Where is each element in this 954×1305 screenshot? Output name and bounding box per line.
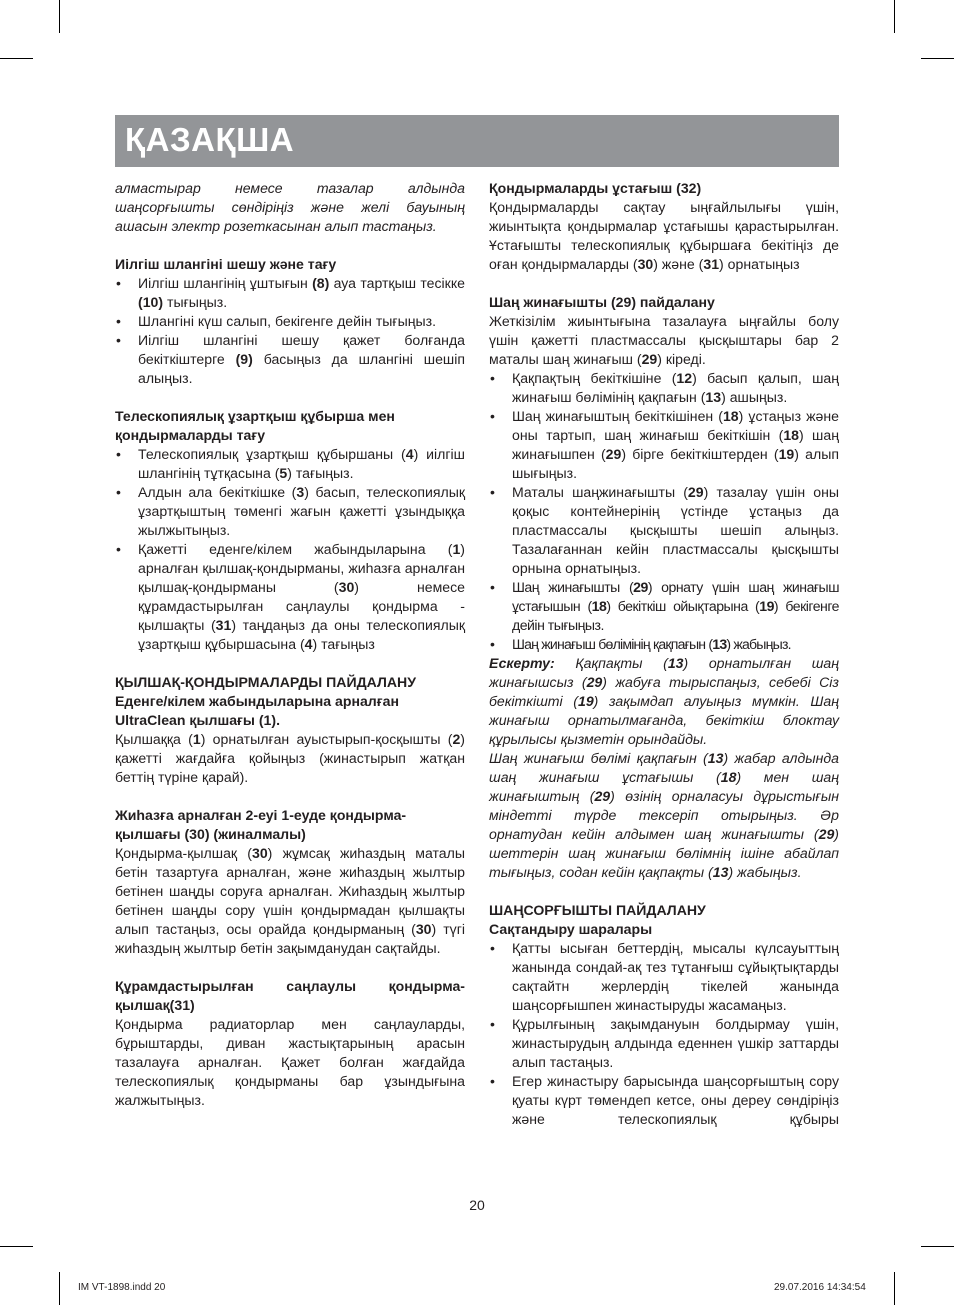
text-run: Шаң жинағыш бөлімі қақпағын ( <box>489 750 708 766</box>
text-run: Қатты ысыған беттердің, мысалы күлсауыттың жанында сондай-ақ тез тұтанғыш сұйықтықтарды сақтайтн жерлердің тікелей жанында шаңсорғышпен жинастыруды жасамаңыз. <box>512 940 839 1013</box>
list-item-text <box>138 275 465 310</box>
list-item-text <box>138 446 465 481</box>
crop-mark <box>921 58 954 59</box>
bullet-icon: • <box>116 332 121 348</box>
section-heading: Құрамдастырылған саңлаулы қондырма- <box>115 978 465 994</box>
text-run: ) иілгіш шлангінің тұтқасына ( <box>138 446 465 481</box>
bold-text-run: 19 <box>778 446 795 462</box>
bold-text-run: 29 <box>687 484 704 500</box>
section-heading: Қондырмаларды ұстағыш (32) <box>489 180 702 196</box>
text-run: алмастырар немесе тазалар алдында шаңсорғышты сөндіріңіз және желі бауының ашасын электр розеткасынан алып тастаңыз. <box>115 180 465 234</box>
bullet-icon: • <box>490 408 495 424</box>
bold-text-run: 29 <box>594 788 611 804</box>
intro-paragraph <box>115 179 465 236</box>
bold-text-run: 19 <box>577 693 594 709</box>
text-run: ) қажетті жағдайға қойыңыз (жинастырып жатқан беттің түріне қарай). <box>115 731 465 785</box>
bullet-icon: • <box>116 446 121 462</box>
list-item <box>489 369 839 407</box>
bullet-icon: • <box>116 541 121 557</box>
bold-text-run: Ескерту: <box>489 655 555 671</box>
bold-text-run: 18 <box>783 427 800 443</box>
bold-text-run: (8) <box>312 275 330 291</box>
bold-text-run: 29 <box>586 674 603 690</box>
bullet-icon: • <box>490 484 495 500</box>
section-heading: ҚЫЛШАҚ-ҚОНДЫРМАЛАРДЫ ПАЙДАЛАНУ <box>115 674 416 690</box>
section-heading: Еденге/кілем жабындыларына арналған <box>115 693 399 709</box>
text-run: ) шеттерін шаң жинағыш бөлімнің ішіне абайлап тығыңыз, содан кейін қақпақты ( <box>489 826 839 880</box>
bold-text-run: 30 <box>251 845 268 861</box>
text-run: ) орнатылған ауыстырып-қосқышты ( <box>200 731 453 747</box>
text-run: Қондырма-қылшақ ( <box>115 845 252 861</box>
text-run: ) өзінің орналасуы дұрыстығын міндетті түрде тексеріп отырыңыз. Әр орнатудан кейін алдымен шаң жинағышты ( <box>489 788 839 842</box>
list-item <box>489 483 839 578</box>
list-item-text <box>512 370 839 405</box>
text-run: Шлангіні күш салып, бекігенге дейін тығыңыз. <box>138 313 436 329</box>
text-run: басыңыз да шлангіні шешіп алыңыз. <box>138 351 465 386</box>
section-heading: UltraClean қылшағы (1). <box>115 712 280 728</box>
text-run: ) зақымдап алуыңыз мүмкін. Шаң жинағыш орнатылмағанда, бекіткіш блоктау құрылысы қызметін орындайды. <box>489 693 839 747</box>
text-run: Қондырмаларды сақтау ыңғайлылығы үшін, жиынтықта қондырмалар ұстағышы қарастырылған. Ұстағышты телескопиялық құбыршаға бекітіңіз де оған қондырмаларды ( <box>489 199 839 272</box>
section-heading: Шаң жинағышты (29) пайдалану <box>489 294 715 310</box>
text-run: Шаң жинағыштың бекіткішінен ( <box>512 408 723 424</box>
text-run: ) басып қалып, шаң жинағыш бөлімінің қақпағын ( <box>512 370 839 405</box>
footer-date: 29.07.2016 14:34:54 <box>774 1282 866 1293</box>
text-run: ) бекіткіш ойықтарына ( <box>606 598 760 614</box>
section-heading: қылшағы (30) (жиналмалы) <box>115 826 306 842</box>
text-run: ) жабыңыз. <box>728 864 802 880</box>
header-bar <box>115 115 839 167</box>
text-run: ) түгі жиһаздың жылтыр бетін зақымданудан сақтайды. <box>115 921 465 956</box>
bold-text-run: 18 <box>720 769 737 785</box>
list-item <box>489 578 839 635</box>
list-item <box>489 1015 839 1072</box>
bold-text-run: 30 <box>637 256 654 272</box>
text-run: Қажетті еденге/кілем жабындыларына ( <box>138 541 453 557</box>
list-item-text <box>512 579 839 633</box>
bold-text-run: 12 <box>676 370 693 386</box>
bold-text-run: 19 <box>759 598 774 614</box>
text-run: Алдын ала бекіткішке ( <box>138 484 297 500</box>
list-item-text <box>138 484 465 538</box>
list-item-text <box>138 332 465 386</box>
list-item-text <box>512 940 839 1013</box>
crop-mark <box>59 1272 60 1305</box>
text-run: Маталы шаңжинағышты ( <box>512 484 688 500</box>
list-item-text <box>512 408 839 481</box>
page-title: ҚАЗАҚША <box>125 121 295 158</box>
section-heading: ШАҢСОРҒЫШТЫ ПАЙДАЛАНУ <box>489 902 706 918</box>
text-run: ) тазалау үшін оны қоқыс контейнерінің үстінде ұстаңыз да пластмассалы қысқышты шешіп алыңыз. Тазалағаннан кейін пластмассалы қысқышты орнына орнатыңыз. <box>512 484 839 576</box>
text-run: ) жабыңыз. <box>726 636 791 652</box>
list-item-text <box>512 484 839 576</box>
text-run: ) ұстаңыз және оны тартып, шаң жинағыш бекіткішін ( <box>512 408 839 443</box>
paragraph <box>115 730 465 787</box>
bold-text-run: 13 <box>667 655 684 671</box>
paragraph <box>489 198 839 274</box>
text-run: ауа тартқыш тесікке <box>329 275 465 291</box>
bullet-icon: • <box>116 313 121 329</box>
bold-text-run: 3 <box>296 484 305 500</box>
crop-mark <box>0 58 33 59</box>
section-heading: қылшақ(31) <box>115 997 195 1013</box>
text-run: ) жабар алдында шаң жинағыш ұстағышы ( <box>489 750 840 785</box>
text-run: ) арналған қылшақ-қондырманы, жиһазға арналған қылшақ-қондырманы ( <box>138 541 465 595</box>
bullet-icon: • <box>490 940 495 956</box>
note-paragraph <box>489 654 839 749</box>
bold-text-run: 1 <box>192 731 201 747</box>
list-item <box>115 483 465 540</box>
section-heading: Сақтандыру шаралары <box>489 921 653 937</box>
bold-text-run: 4 <box>405 446 414 462</box>
list-item-text <box>512 636 791 652</box>
bullet-icon: • <box>116 275 121 291</box>
text-run: ) орнатылған шаң жинағышсыз ( <box>489 655 839 690</box>
crop-mark <box>894 0 895 33</box>
list-item-text <box>138 313 436 329</box>
bullet-icon: • <box>490 636 495 652</box>
text-run: Егер жинастыру барысында шаңсорғыштың сору қуаты күрт төмендеп кетсе, оны дереу сөндіріңіз және телескопиялық құбыры <box>512 1073 839 1127</box>
list-item <box>489 1072 839 1129</box>
list-item <box>115 274 465 312</box>
right-column <box>489 179 839 1129</box>
list-item <box>489 939 839 1015</box>
list-item-text <box>138 541 465 652</box>
crop-mark <box>59 0 60 33</box>
text-run: ) және ( <box>653 256 704 272</box>
crop-mark <box>0 1246 33 1247</box>
list-item-text <box>512 1073 839 1127</box>
text-run: Иілгіш шлангінің ұштығын <box>138 275 313 291</box>
text-run: ) мен шаң жинағыштың ( <box>489 769 840 804</box>
list-item-text <box>512 1016 839 1070</box>
list-item <box>489 635 839 654</box>
paragraph <box>115 1015 465 1110</box>
text-run: ) жұмсақ жиһаздың маталы бетін тазартуға арналған, және жиһаздың жылтыр бетінен шаңды соруға арналған. Жиһаздың жылтыр бетінен шаңды сору үшін қондырмадан қылшақты алып тастаңыз, осы орайда қондырманың ( <box>115 845 465 937</box>
footer-file-info: IM VT-1898.indd 20 <box>78 1282 166 1293</box>
bold-text-run: (9) <box>235 351 253 367</box>
bullet-icon: • <box>116 484 121 500</box>
text-run: ) бірге бекіткіштерден ( <box>621 446 779 462</box>
section-heading: Жиһазға арналған 2-еуі 1-еуде қондырма- <box>115 807 407 823</box>
text-run: Құрылғының зақымдануын болдырмау үшін, жинастырудың алдында еденнен үшкір заттарды алып тастаңыз. <box>512 1016 839 1070</box>
text-run: Шаң жинағыш бөлімінің қақпағын ( <box>512 636 713 652</box>
text-run: ) шаң жинағышпен ( <box>512 427 839 462</box>
crop-mark <box>921 1246 954 1247</box>
text-run: ) тағыңыз. <box>287 465 354 481</box>
bold-text-run: 31 <box>703 256 720 272</box>
text-run: Телескопиялық ұзартқыш құбыршаны ( <box>138 446 406 462</box>
section-heading: қондырмаларды тағу <box>115 427 266 443</box>
text-run: тығыңыз. <box>163 294 228 310</box>
bold-text-run: 18 <box>722 408 739 424</box>
bold-text-run: 4 <box>304 636 313 652</box>
text-run: Шаң жинағышты ( <box>512 579 634 595</box>
bold-text-run: 29 <box>605 446 622 462</box>
text-run: ) таңдаңыз да оны телескопиялық ұзартқыш құбыршасына ( <box>138 617 465 652</box>
bullet-icon: • <box>490 1073 495 1089</box>
text-run: ) бекігенге дейін тығыңыз. <box>512 598 840 633</box>
bold-text-run: 29 <box>818 826 835 842</box>
note-paragraph <box>489 749 839 882</box>
text-run: ) жабуға тырыспаңыз, себебі Сіз бекіткішті ( <box>489 674 839 709</box>
text-run: ) немесе құрамдастырылған саңлаулы қондырма - қылшақты ( <box>138 579 465 633</box>
text-run: Қондырма радиаторлар мен саңлауларды, бұрыштарды, диван жастықтарының арасын тазалауға арналған. Қажет болған жағдайда телескопиялық қондырманы бар ұзындығына жалжытыңыз. <box>115 1016 465 1108</box>
list-item <box>489 407 839 483</box>
bold-text-run: 13 <box>712 636 727 652</box>
bold-text-run: 1 <box>452 541 461 557</box>
text-run: Қақпақтың бекіткішіне ( <box>512 370 677 386</box>
text-run: Иілгіш шлангіні шешу қажет болғанда бекіткіштерге <box>138 332 465 367</box>
list-item <box>115 445 465 483</box>
list-item <box>115 312 465 331</box>
text-run: Қақпақты ( <box>554 655 668 671</box>
bullet-icon: • <box>490 370 495 386</box>
list-item <box>115 331 465 388</box>
bold-text-run: 13 <box>705 389 722 405</box>
section-heading: Телескопиялық ұзартқыш құбырша мен <box>115 408 395 424</box>
bold-text-run: 13 <box>707 750 724 766</box>
text-run: ) алып шығыңыз. <box>512 446 839 481</box>
bold-text-run: 2 <box>452 731 461 747</box>
bullet-icon: • <box>490 1016 495 1032</box>
paragraph <box>489 312 839 369</box>
crop-mark <box>894 1272 895 1305</box>
text-run: ) басып, телескопиялық ұзартқыштың төменгі жағын қажетті ұзындыққа жылжытыңыз. <box>138 484 466 538</box>
list-item <box>115 540 465 654</box>
bold-text-run: 30 <box>338 579 355 595</box>
bold-text-run: 31 <box>215 617 232 633</box>
bold-text-run: 5 <box>279 465 288 481</box>
text-run: Жеткізілім жиынтығына тазалауға ыңғайлы болу үшін қажетті пластмассалы қысқыштары бар 2 маталы шаң жинағыш ( <box>489 313 839 367</box>
bold-text-run: 30 <box>415 921 432 937</box>
text-run: Қылшаққа ( <box>115 731 193 747</box>
text-run: ) тағыңыз <box>312 636 375 652</box>
section-heading: Иілгіш шлангіні шешу және тағу <box>115 256 337 272</box>
text-run: ) орнату үшін шаң жинағыш ұстағышын ( <box>512 579 839 614</box>
bold-text-run: 29 <box>641 351 658 367</box>
bold-text-run: (10) <box>138 294 164 310</box>
bold-text-run: 13 <box>712 864 729 880</box>
text-run: ) орнатыңыз <box>719 256 800 272</box>
page-number: 20 <box>469 1197 485 1213</box>
text-run: ) кіреді. <box>657 351 706 367</box>
bold-text-run: 29 <box>633 579 648 595</box>
paragraph <box>115 844 465 958</box>
bullet-icon: • <box>490 579 495 595</box>
left-column <box>115 179 465 1110</box>
text-run: ) ашыңыз. <box>721 389 788 405</box>
bold-text-run: 18 <box>591 598 607 614</box>
